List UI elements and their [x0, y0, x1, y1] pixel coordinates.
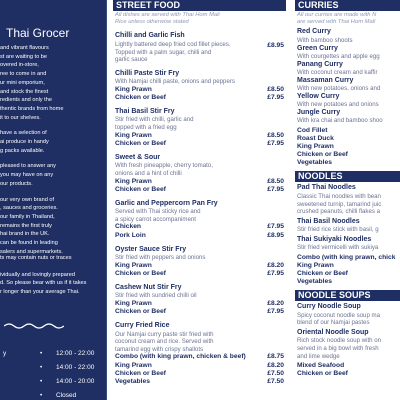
menu-item: [295, 28, 400, 125]
menu-item-title: Thai Sukiyaki Noodles: [297, 235, 372, 243]
menu-item: [295, 303, 400, 327]
menu-option: Combo (with king prawn, chicken & beef) £8.75: [115, 353, 284, 361]
street-food-column: [113, 0, 286, 400]
price: £8.50: [267, 131, 284, 139]
menu-item: [113, 108, 286, 148]
price: £8.95: [267, 231, 284, 239]
menu-option: Chicken or Beef: [297, 151, 348, 159]
menu-item-desc: Rich stock noodle soup with on: [297, 337, 382, 345]
section-note: All our curries are made with N are served with Thai Hom Mali: [297, 12, 377, 26]
menu-item-desc: With new potatoes, onions and: [297, 85, 381, 93]
price: £8.20: [267, 299, 284, 307]
menu-option: Vegetables £7.50: [115, 377, 284, 385]
menu-option: Pork Loin £8.95: [115, 231, 284, 239]
bullet-icon: •: [40, 350, 43, 357]
menu-item-desc: Classic Thai noodles with bean: [297, 192, 381, 200]
intro-text: [0, 44, 106, 263]
menu-option: Chicken or Beef £7.95: [115, 139, 284, 147]
menu-item-desc: crushed peanuts, chilli flakes a: [297, 208, 380, 216]
menu-item-desc: Topped with a palm sugar, chilli and: [115, 48, 212, 56]
bullet-icon: •: [40, 364, 43, 371]
menu-option: Chicken £7.95: [115, 223, 284, 231]
menu-option: Cod Fillet: [297, 126, 328, 134]
section-header-street-food: STREET FOOD: [113, 0, 286, 11]
intro-paragraph-2: have a selection of ai produce in handy g packs available.: [0, 130, 49, 154]
menu-option: Chicken or Beef £7.95: [115, 269, 284, 277]
menu-item-desc: onions and a hint of chilli: [115, 169, 182, 177]
menu-option: Vegetables: [297, 159, 332, 167]
menu-item: [113, 32, 286, 63]
menu-option: Chicken or Beef £7.95: [115, 93, 284, 101]
menu-item: [295, 236, 400, 252]
allergy-line-1: ts may contain nuts or traces: [0, 255, 72, 261]
hours-time: 14:00 - 20:00: [56, 378, 95, 385]
price: £8.75: [267, 353, 284, 361]
menu-item-desc: With fresh pineapple, cherry tomato,: [115, 162, 213, 170]
section-header-noodles: NOODLES: [295, 171, 400, 182]
section-note: All dishes are served with Thai Hom Mali Rice unless otherwise stated: [115, 12, 220, 26]
menu-item-title: Yellow Curry: [297, 92, 340, 100]
hours-day: y: [3, 350, 7, 357]
menu-option: Chicken or Beef £7.95: [115, 308, 284, 316]
price: £8.20: [267, 361, 284, 369]
menu-item-desc: Stir fried with sundried chilli oil: [115, 292, 197, 300]
curry-options: [295, 127, 400, 167]
menu-option: King Prawn £8.20: [115, 261, 284, 269]
menu-item-desc: and lime wedge: [297, 352, 340, 360]
menu-option: King Prawn £8.50: [115, 85, 284, 93]
menu-item-desc: Lightly battered deep fried cod fillet pieces.: [115, 40, 231, 48]
price: £7.95: [267, 93, 284, 101]
menu-item: [295, 218, 400, 234]
menu-item-desc: blend of our Namjai pastes: [297, 319, 370, 327]
menu-item-title: Curry Fried Rice: [115, 322, 170, 330]
price: £8.50: [267, 177, 284, 185]
menu-item-title: Chilli and Garlic Fish: [115, 32, 185, 40]
menu-item-desc: tamarind egg with crispy shallots: [115, 345, 204, 353]
noodle-options: [295, 254, 400, 286]
fold-line: [106, 0, 107, 400]
hours-time: 14:00 - 22:00: [56, 364, 95, 371]
menu-item-title: Sweet & Sour: [115, 153, 161, 161]
allergy-paragraph-2: ividually and lovingly prepared d. So please bear with us if it takes r longer than your average Thai.: [0, 271, 87, 296]
menu-item-title: Oyster Sauce Stir Fry: [115, 245, 187, 253]
hours-row: [0, 392, 107, 400]
brand-title: Thai Grocer: [6, 26, 70, 40]
menu-item-desc: Spicy coconut noodle soup ma: [297, 311, 380, 319]
menu-item-title: Garlic and Peppercorn Pan Fry: [115, 199, 218, 207]
menu-item-desc: Served with Thai sticky rice and: [115, 208, 201, 216]
menu-option: Chicken or Beef £7.95: [115, 185, 284, 193]
price: £8.50: [267, 85, 284, 93]
menu-item-desc: served in a big bowl with fresh: [297, 345, 379, 353]
price: £8.20: [267, 261, 284, 269]
menu-item-desc: Stir fried rice stick with basil, g: [297, 226, 379, 234]
menu-item-title: Thai Basil Stir Fry: [115, 107, 175, 115]
section-header-curries: CURRIES: [295, 0, 400, 11]
price: £8.95: [267, 41, 284, 49]
menu-item-desc: Stir fried with peppers and onions: [115, 254, 206, 262]
menu-item: [113, 200, 286, 240]
menu-item-desc: coconut cream and rice. Served with: [115, 338, 214, 346]
menu-item-title: Chilli Paste Stir Fry: [115, 69, 180, 77]
menu-item-title: Jungle Curry: [297, 108, 341, 116]
menu-item-title: Oriental Noodle Soup: [297, 328, 369, 336]
menu-option: Mixed Seafood: [297, 362, 345, 370]
section-header-noodle-soups: NOODLE SOUPS: [295, 290, 400, 301]
menu-option: King Prawn £8.20: [115, 299, 284, 307]
price: £7.95: [267, 185, 284, 193]
menu-item: [113, 322, 286, 386]
price: £7.95: [267, 139, 284, 147]
right-column: [295, 0, 400, 400]
menu-item-desc: Stir fried with chilli, garlic and: [115, 116, 194, 124]
menu-item-desc: With courgettes and apple egg: [297, 53, 380, 60]
menu-item-desc: sweetened turnip, tamarind juic: [297, 200, 382, 208]
menu-item: [113, 154, 286, 194]
price: £7.50: [267, 377, 284, 385]
bullet-icon: •: [40, 378, 43, 385]
intro-paragraph-4: our very own brand of , sauces and groceries. our family in Thailand, remains the first truly hai brand in the UK. can be found in leading salers and supermarkets.: [0, 196, 63, 255]
menu-item: [295, 329, 400, 360]
left-panel: [0, 0, 107, 400]
menu-option: King Prawn £8.20: [115, 361, 284, 369]
menu-item: [295, 184, 400, 215]
menu-item-title: Red Curry: [297, 28, 331, 36]
wave-divider-icon: [4, 322, 64, 330]
menu-item-title: Curry Noodle Soup: [297, 303, 361, 311]
menu-item-title: Green Curry: [297, 44, 338, 52]
menu-option: King Prawn: [297, 262, 334, 269]
hours-row: [0, 350, 107, 364]
soup-options: [295, 362, 400, 378]
menu-item-desc: a spicy carrot accompaniment: [115, 215, 196, 223]
menu-option: Chicken or Beef £7.50: [115, 369, 284, 377]
menu-option: Chicken or Beef: [297, 370, 348, 378]
menu-item: [113, 246, 286, 278]
hours-time: 12:00 - 22:00: [56, 350, 95, 357]
menu-option: King Prawn: [297, 143, 334, 151]
menu-item: [113, 284, 286, 316]
menu-item-title: Pad Thai Noodles: [297, 184, 356, 192]
menu-item-desc: Our Namjai curry paste stir fried with: [115, 330, 214, 338]
menu-option: King Prawn £8.50: [115, 177, 284, 185]
menu-item-desc: topped with a fried egg: [115, 124, 177, 132]
menu-item-desc: With new potatoes and onions: [297, 101, 379, 109]
menu-item-title: Thai Basil Noodles: [297, 217, 360, 225]
bullet-icon: •: [40, 392, 43, 399]
menu-option: Combo (with king prawn, chick: [297, 253, 396, 261]
menu-item-desc: With Namjai chilli paste, onions and peppers: [115, 78, 235, 86]
menu-item-desc: With coconut cream and kaffir: [297, 69, 378, 77]
hours-row: [0, 364, 107, 378]
menu-item-desc: Stir fried vermicelli with sukiya: [297, 244, 379, 252]
menu-item: [113, 70, 286, 102]
allergy-note: [0, 254, 106, 305]
menu-item-desc: garlic sauce: [115, 56, 148, 64]
menu-option: Chicken or Beef: [297, 270, 348, 278]
menu-option: King Prawn £8.50: [115, 131, 284, 139]
price: £7.50: [267, 369, 284, 377]
intro-paragraph-1: and vibrant flavours st are waiting to be overed in-store, ree to come in and ur mini emporium, and stock the finest redients and only the thentic brands from home it to our shelves.: [0, 45, 64, 121]
menu-item-desc: With bamboo shoots: [297, 36, 353, 44]
menu-item-title: Cashew Nut Stir Fry: [115, 283, 182, 291]
menu-option: Roast Duck: [297, 135, 334, 143]
price: £7.95: [267, 269, 284, 277]
price: £7.95: [267, 223, 284, 231]
menu-item-desc: With kra chai and bamboo shoo: [297, 117, 383, 125]
price: £7.95: [267, 308, 284, 316]
menu-item-title: Panang Curry: [297, 60, 343, 68]
intro-paragraph-3: pleased to answer any you may have on any our products.: [0, 163, 56, 187]
menu-item-title: Massaman Curry: [297, 76, 354, 84]
opening-hours: [0, 350, 107, 400]
hours-row: [0, 378, 107, 392]
hours-time: Closed: [56, 392, 77, 399]
menu-option: Vegetables: [297, 278, 332, 286]
